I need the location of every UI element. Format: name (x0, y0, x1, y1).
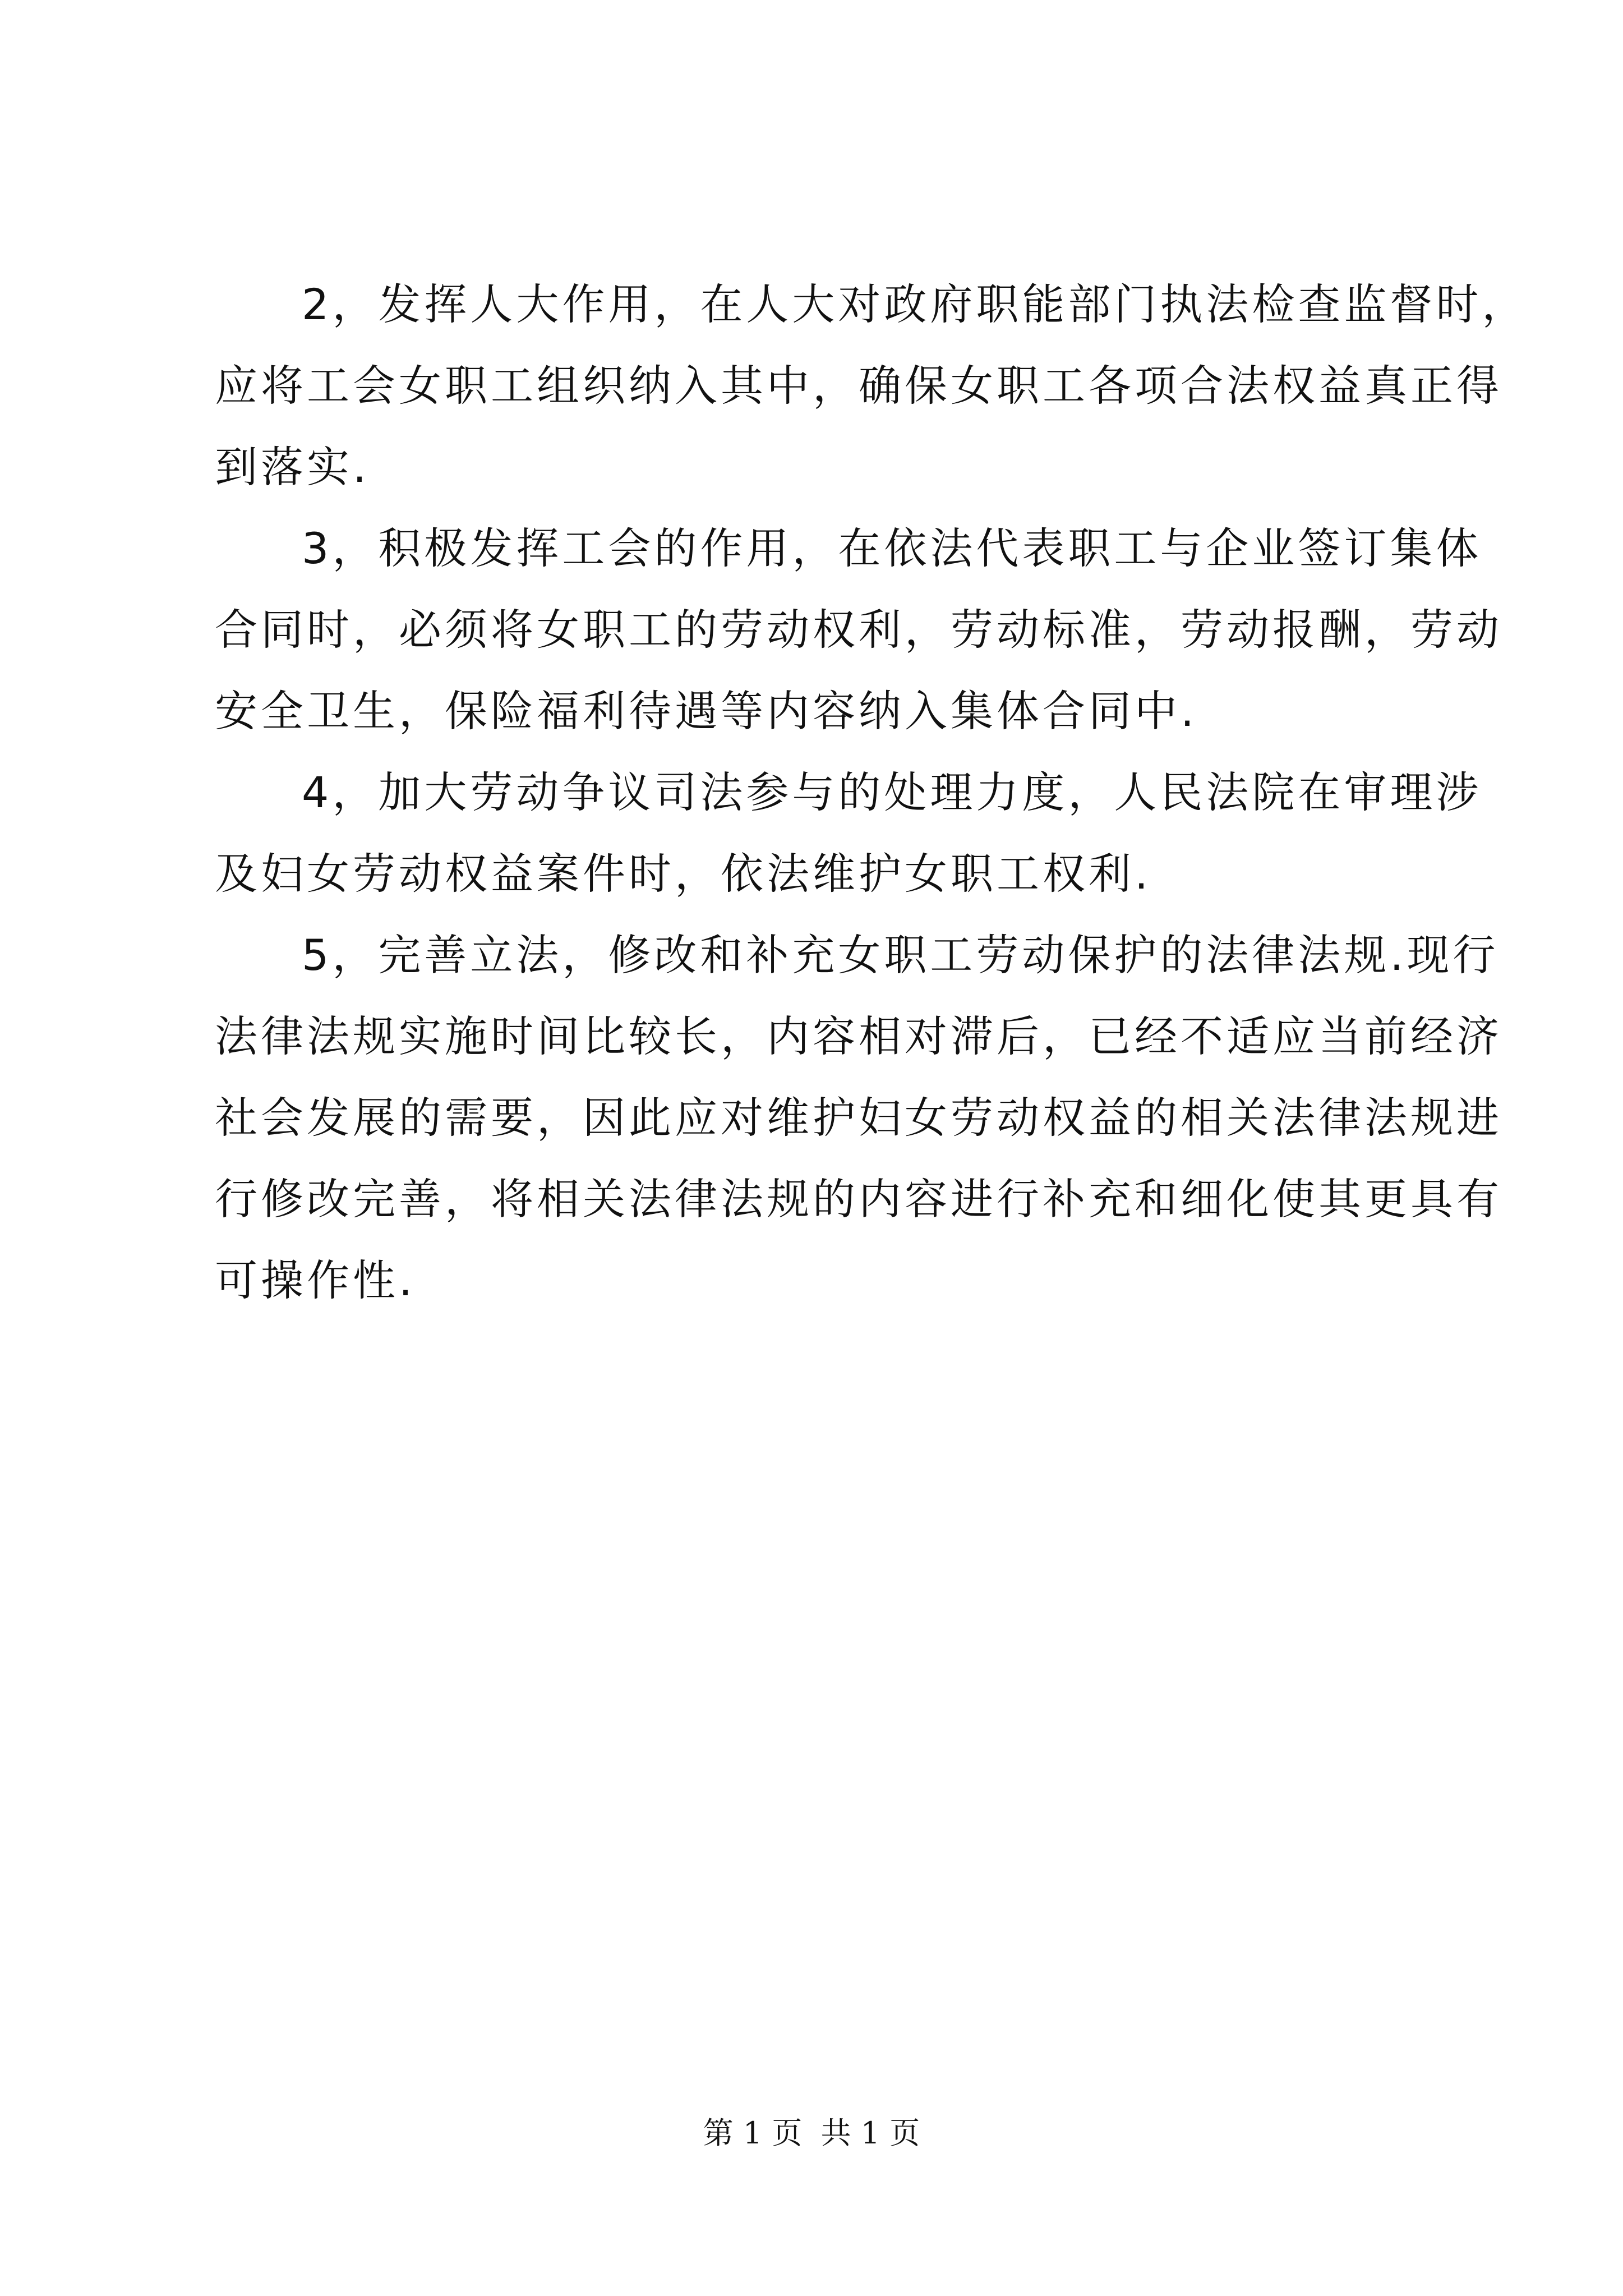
paragraph-line: 行修改完善，将相关法律法规的内容进行补充和细化使其更具有 (215, 1174, 1502, 1224)
paragraph-line: 到落实. (215, 442, 370, 492)
current-page-number: 第 1 页 (703, 2115, 803, 2151)
paragraph-line: 应将工会女职工组织纳入其中，确保女职工各项合法权益真正得 (215, 361, 1502, 411)
paragraph-2 (215, 264, 1528, 508)
paragraph-line: 及妇女劳动权益案件时，依法维护女职工权利. (215, 849, 1152, 899)
paragraph-line: 2，发挥人大作用，在人大对政府职能部门执法检查监督时， (302, 279, 1528, 329)
paragraph-line: 5，完善立法，修改和补充女职工劳动保护的法律法规.现行 (302, 930, 1499, 980)
paragraph-4 (215, 752, 1482, 914)
paragraph-5 (215, 914, 1502, 1321)
document-body (215, 264, 1528, 1321)
paragraph-line: 合同时，必须将女职工的劳动权利，劳动标准，劳动报酬，劳动 (215, 605, 1502, 655)
page-footer (0, 2114, 1623, 2153)
paragraph-line: 安全卫生，保险福利待遇等内容纳入集体合同中. (215, 686, 1198, 736)
paragraph-line: 4，加大劳动争议司法参与的处理力度，人民法院在审理涉 (302, 767, 1482, 817)
total-pages-count: 共 1 页 (820, 2115, 920, 2151)
paragraph-3 (215, 508, 1502, 752)
paragraph-line: 3，积极发挥工会的作用，在依法代表职工与企业签订集体 (302, 523, 1482, 573)
paragraph-line: 法律法规实施时间比较长，内容相对滞后，已经不适应当前经济 (215, 1011, 1502, 1061)
paragraph-line: 社会发展的需要，因此应对维护妇女劳动权益的相关法律法规进 (215, 1093, 1502, 1143)
paragraph-line: 可操作性. (215, 1255, 416, 1305)
